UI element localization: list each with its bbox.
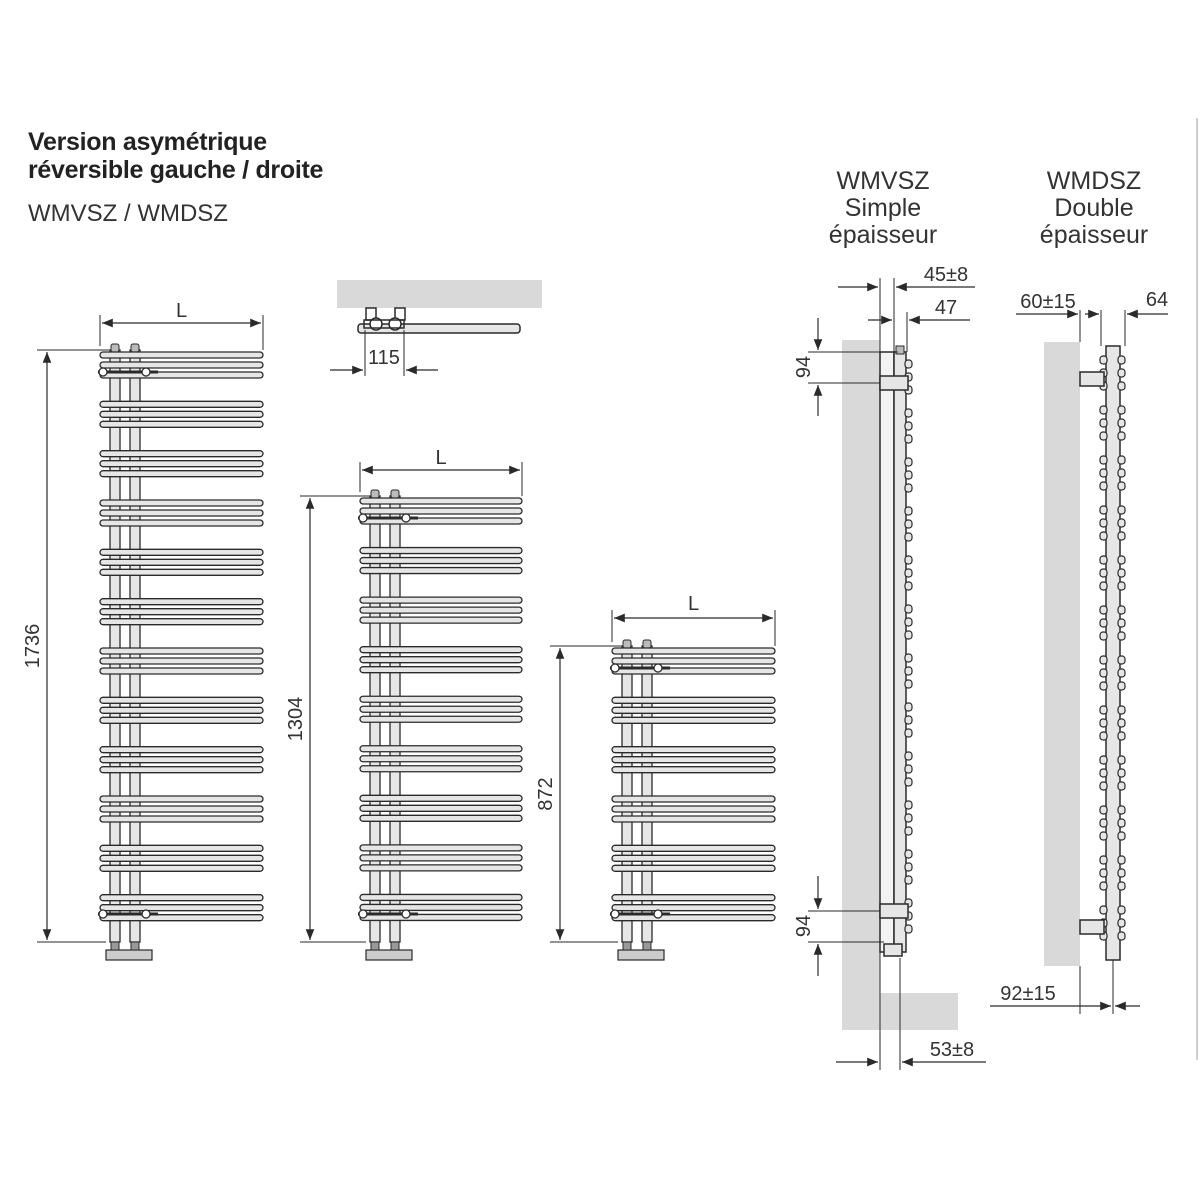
simple-view-line2: Simple [844, 194, 922, 222]
dim-double-depth: 64 [1145, 289, 1169, 311]
front-view-medium [285, 447, 522, 960]
dim-height-label: 1304 [285, 696, 307, 742]
side-view-simple [793, 264, 986, 1070]
front-view-short [535, 593, 775, 960]
dim-simple-bracket-top: 94 [793, 355, 815, 379]
dim-width-label: L [175, 300, 188, 322]
dim-top-spacing: 115 [368, 347, 400, 369]
dim-double-floor-offset: 92±15 [1000, 983, 1056, 1005]
dim-height-label: 872 [535, 777, 557, 811]
side-view-double [990, 289, 1168, 1014]
double-view-line3: épaisseur [1039, 221, 1149, 249]
simple-view-line3: épaisseur [828, 221, 938, 249]
title-line-2: réversible gauche / droite [28, 156, 324, 184]
dim-simple-floor-offset: 53±8 [929, 1039, 975, 1061]
dim-simple-depth: 47 [934, 297, 958, 319]
simple-view-code: WMVSZ [836, 167, 930, 195]
model-codes: WMVSZ / WMDSZ [28, 200, 228, 227]
title-line-1: Version asymétrique [28, 128, 267, 156]
double-view-line2: Double [1054, 194, 1134, 222]
double-view-code: WMDSZ [1046, 167, 1142, 195]
dim-width-label: L [687, 593, 700, 615]
dim-simple-bracket-bottom: 94 [793, 914, 815, 938]
dim-double-wall-offset: 60±15 [1020, 291, 1076, 313]
dim-simple-wall-offset: 45±8 [923, 264, 969, 286]
dim-height-label: 1736 [22, 623, 44, 669]
dim-width-label: L [435, 447, 447, 469]
top-view [330, 280, 542, 376]
front-view-tall [22, 300, 263, 960]
